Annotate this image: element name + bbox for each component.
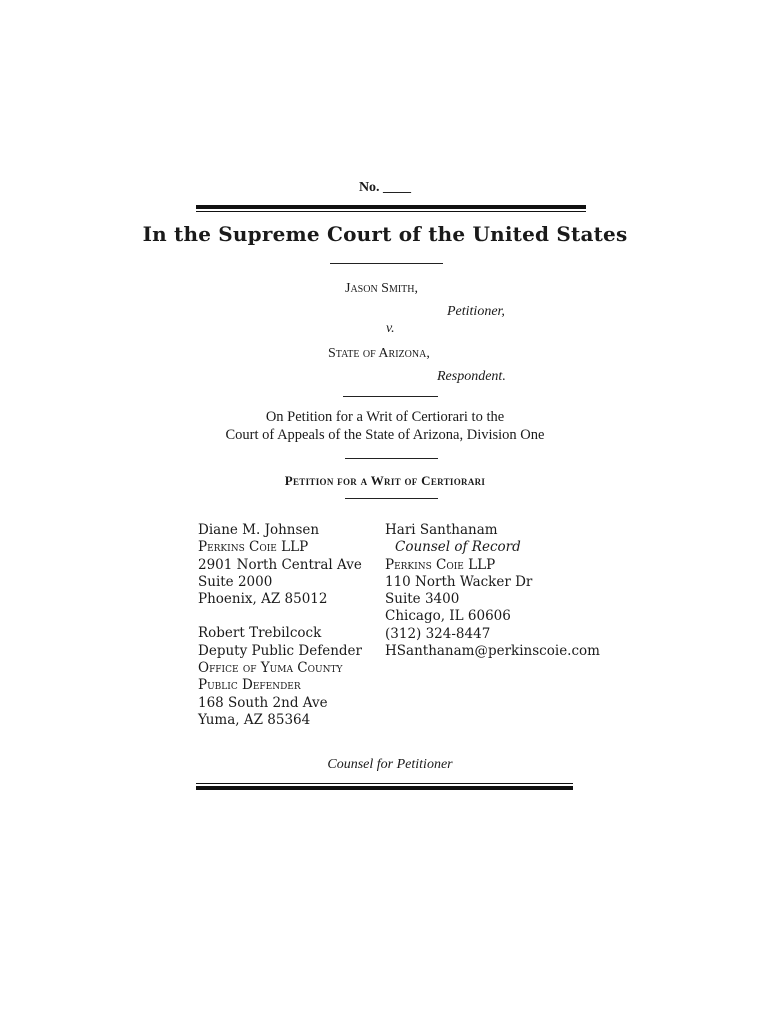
- counsel-right-suite: Suite 3400: [385, 591, 460, 608]
- docket-number: No. ____: [358, 180, 412, 195]
- counsel-left-city-2: Yuma, AZ 85364: [198, 711, 311, 728]
- counsel-right-email: HSanthanam@perkinscoie.com: [385, 643, 600, 660]
- bottom-rule-thick: [196, 786, 573, 790]
- counsel-left-name: Diane M. Johnsen: [198, 522, 320, 538]
- document-title: Petition for a Writ of Certiorari: [284, 473, 486, 488]
- petitioner-role: Petitioner,: [447, 304, 505, 319]
- respondent-name: State of Arizona,: [328, 346, 430, 361]
- counsel-left-name-2: Robert Trebilcock: [198, 625, 322, 642]
- counsel-right-role: Counsel of Record: [395, 539, 521, 556]
- versus: v.: [386, 321, 395, 336]
- respondent-role: Respondent.: [437, 369, 506, 384]
- court-heading: In the Supreme Court of the United States: [142, 222, 628, 246]
- counsel-left-office: Office of Yuma County: [198, 660, 343, 677]
- counsel-right-firm: Perkins Coie LLP: [385, 556, 496, 573]
- top-rule-thick: [196, 205, 586, 209]
- bottom-rule-thin: [196, 783, 573, 784]
- counsel-left-suite: Suite 2000: [198, 573, 273, 590]
- divider-rule: [345, 498, 438, 499]
- counsel-left-address-2: 168 South 2nd Ave: [198, 694, 328, 711]
- counsel-left-city: Phoenix, AZ 85012: [198, 591, 328, 608]
- counsel-right-name: Hari Santhanam: [385, 522, 498, 538]
- counsel-left-firm: Perkins Coie LLP: [198, 539, 309, 556]
- counsel-for: Counsel for Petitioner: [327, 757, 453, 772]
- petition-line-2: Court of Appeals of the State of Arizona, Division One: [225, 427, 545, 443]
- counsel-right-address: 110 North Wacker Dr: [385, 573, 533, 590]
- petitioner-name: Jason Smith,: [345, 281, 419, 296]
- counsel-right: [385, 522, 600, 660]
- counsel-left-office-2: Public Defender: [198, 677, 301, 694]
- counsel-left-address: 2901 North Central Ave: [198, 556, 362, 573]
- divider-rule: [330, 263, 443, 264]
- counsel-right-city: Chicago, IL 60606: [385, 608, 511, 625]
- petition-line-1: On Petition for a Writ of Certiorari to the: [265, 409, 505, 425]
- counsel-right-phone: (312) 324-8447: [385, 625, 491, 642]
- counsel-left: [198, 522, 362, 729]
- counsel-left-title-2: Deputy Public Defender: [198, 642, 362, 659]
- divider-rule: [343, 396, 438, 397]
- top-rule-thin: [196, 211, 586, 212]
- divider-rule: [345, 458, 438, 459]
